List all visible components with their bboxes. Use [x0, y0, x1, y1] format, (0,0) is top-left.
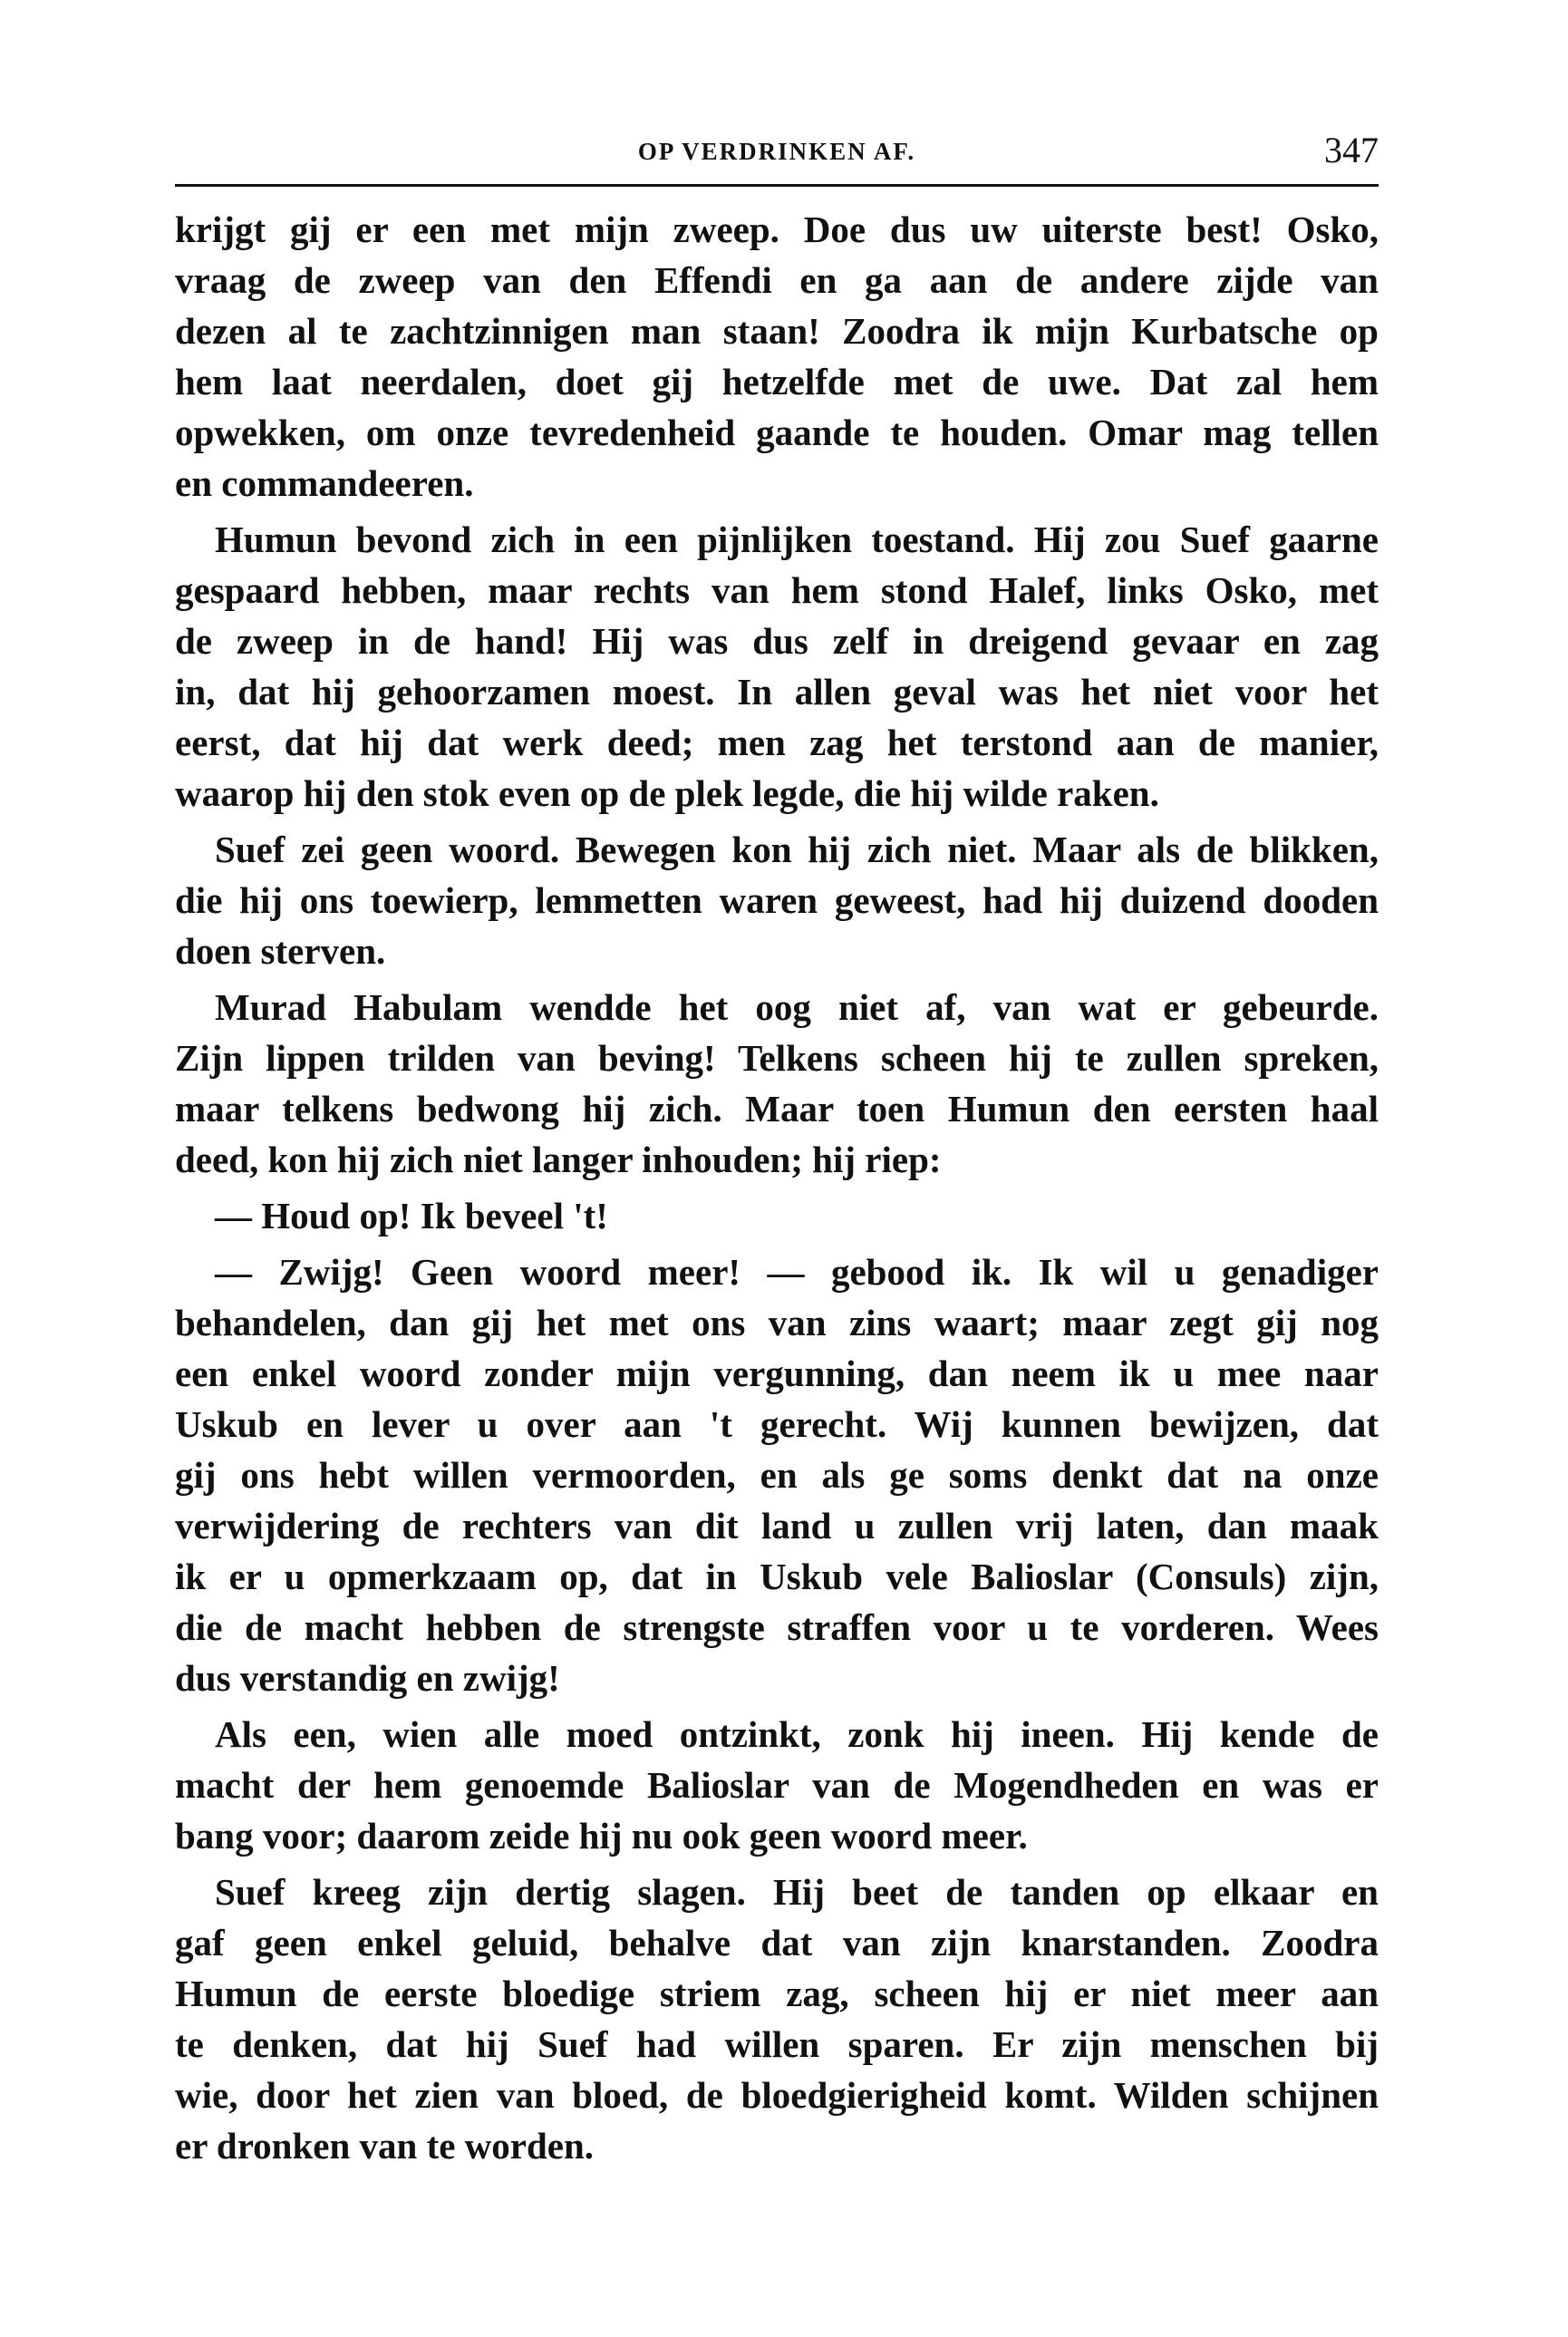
header-rule: [175, 184, 1379, 187]
text-line: Humun de eerste bloedige striem zag, scheen hij er niet meer aan: [175, 1973, 1379, 2014]
paragraph: [175, 1246, 1379, 1703]
paragraph: [175, 824, 1379, 976]
text-line: die de macht hebben de strengste straffen voor u te vorderen. Wees: [175, 1606, 1379, 1648]
text-line: gaf geen enkel geluid, behalve dat van zijn knarstanden. Zoodra: [175, 1922, 1379, 1964]
page-number: 347: [1324, 130, 1379, 170]
text-line: maar telkens bedwong hij zich. Maar toen Humun den eersten haal: [175, 1088, 1379, 1130]
text-line: dezen al te zachtzinnigen man staan! Zoodra ik mijn Kurbatsche op: [175, 310, 1379, 352]
text-line: doen sterven.: [175, 930, 386, 972]
text-line: hem laat neerdalen, doet gij hetzelfde met de uwe. Dat zal hem: [175, 361, 1379, 402]
running-title: OP VERDRINKEN AF.: [637, 138, 916, 165]
text-line: Als een, wien alle moed ontzinkt, zonk hij ineen. Hij kende de: [215, 1713, 1379, 1755]
text-line: wie, door het zien van bloed, de bloedgierigheid komt. Wilden schijnen: [175, 2074, 1379, 2116]
text-line: macht der hem genoemde Balioslar van de Mogendheden en was er: [175, 1764, 1379, 1806]
body-text: [175, 204, 1379, 2171]
text-line: deed, kon hij zich niet langer inhouden; hij riep:: [175, 1139, 942, 1180]
text-line: en commandeeren.: [175, 462, 474, 504]
text-line: dus verstandig en zwijg!: [175, 1657, 560, 1699]
text-line: waarop hij den stok even op de plek legde, die hij wilde raken.: [175, 772, 1159, 814]
text-line: Uskub en lever u over aan 't gerecht. Wij kunnen bewijzen, dat: [175, 1403, 1379, 1445]
text-line: Humun bevond zich in een pijnlijken toestand. Hij zou Suef gaarne: [215, 519, 1379, 560]
text-line: Suef zei geen woord. Bewegen kon hij zich niet. Maar als de blikken,: [215, 829, 1379, 870]
text-line: krijgt gij er een met mijn zweep. Doe dus uw uiterste best! Osko,: [175, 208, 1379, 250]
text-line: er dronken van te worden.: [175, 2125, 595, 2167]
text-line: te denken, dat hij Suef had willen sparen. Er zijn menschen bij: [175, 2023, 1379, 2065]
text-line: die hij ons toewierp, lemmetten waren geweest, had hij duizend dooden: [175, 879, 1379, 921]
paragraph: [175, 514, 1379, 819]
text-line: bang voor; daarom zeide hij nu ook geen woord meer.: [175, 1815, 1028, 1857]
text-line: — Zwijg! Geen woord meer! — gebood ik. Ik wil u genadiger: [215, 1251, 1379, 1293]
text-line: in, dat hij gehoorzamen moest. In allen geval was het niet voor het: [175, 671, 1379, 713]
paragraph: [175, 1867, 1379, 2171]
paragraph: [175, 982, 1379, 1185]
text-line: verwijdering de rechters van dit land u zullen vrij laten, dan maak: [175, 1505, 1379, 1547]
text-line: Suef kreeg zijn dertig slagen. Hij beet de tanden op elkaar en: [215, 1871, 1379, 1913]
text-line: eerst, dat hij dat werk deed; men zag het terstond aan de manier,: [175, 722, 1379, 763]
text-line: ik er u opmerkzaam op, dat in Uskub vele Balioslar (Consuls) zijn,: [175, 1556, 1379, 1597]
text-line: Zijn lippen trilden van beving! Telkens scheen hij te zullen spreken,: [175, 1037, 1379, 1079]
text-line: vraag de zweep van den Effendi en ga aan de andere zijde van: [175, 259, 1379, 301]
paragraph: [175, 1709, 1379, 1861]
text-line: opwekken, om onze tevredenheid gaande te houden. Omar mag tellen: [175, 412, 1379, 453]
text-line: — Houd op! Ik beveel 't!: [215, 1195, 608, 1236]
text-line: Murad Habulam wendde het oog niet af, van wat er gebeurde.: [215, 986, 1379, 1028]
text-line: een enkel woord zonder mijn vergunning, dan neem ik u mee naar: [175, 1353, 1379, 1394]
text-line: gij ons hebt willen vermoorden, en als ge soms denkt dat na onze: [175, 1454, 1379, 1496]
text-line: gespaard hebben, maar rechts van hem stond Halef, links Osko, met: [175, 569, 1379, 611]
paragraph: [175, 204, 1379, 509]
text-line: de zweep in de hand! Hij was dus zelf in dreigend gevaar en zag: [175, 620, 1379, 662]
paragraph: [175, 1190, 1379, 1241]
text-line: behandelen, dan gij het met ons van zins waart; maar zegt gij nog: [175, 1302, 1379, 1343]
page-header: [175, 127, 1379, 172]
